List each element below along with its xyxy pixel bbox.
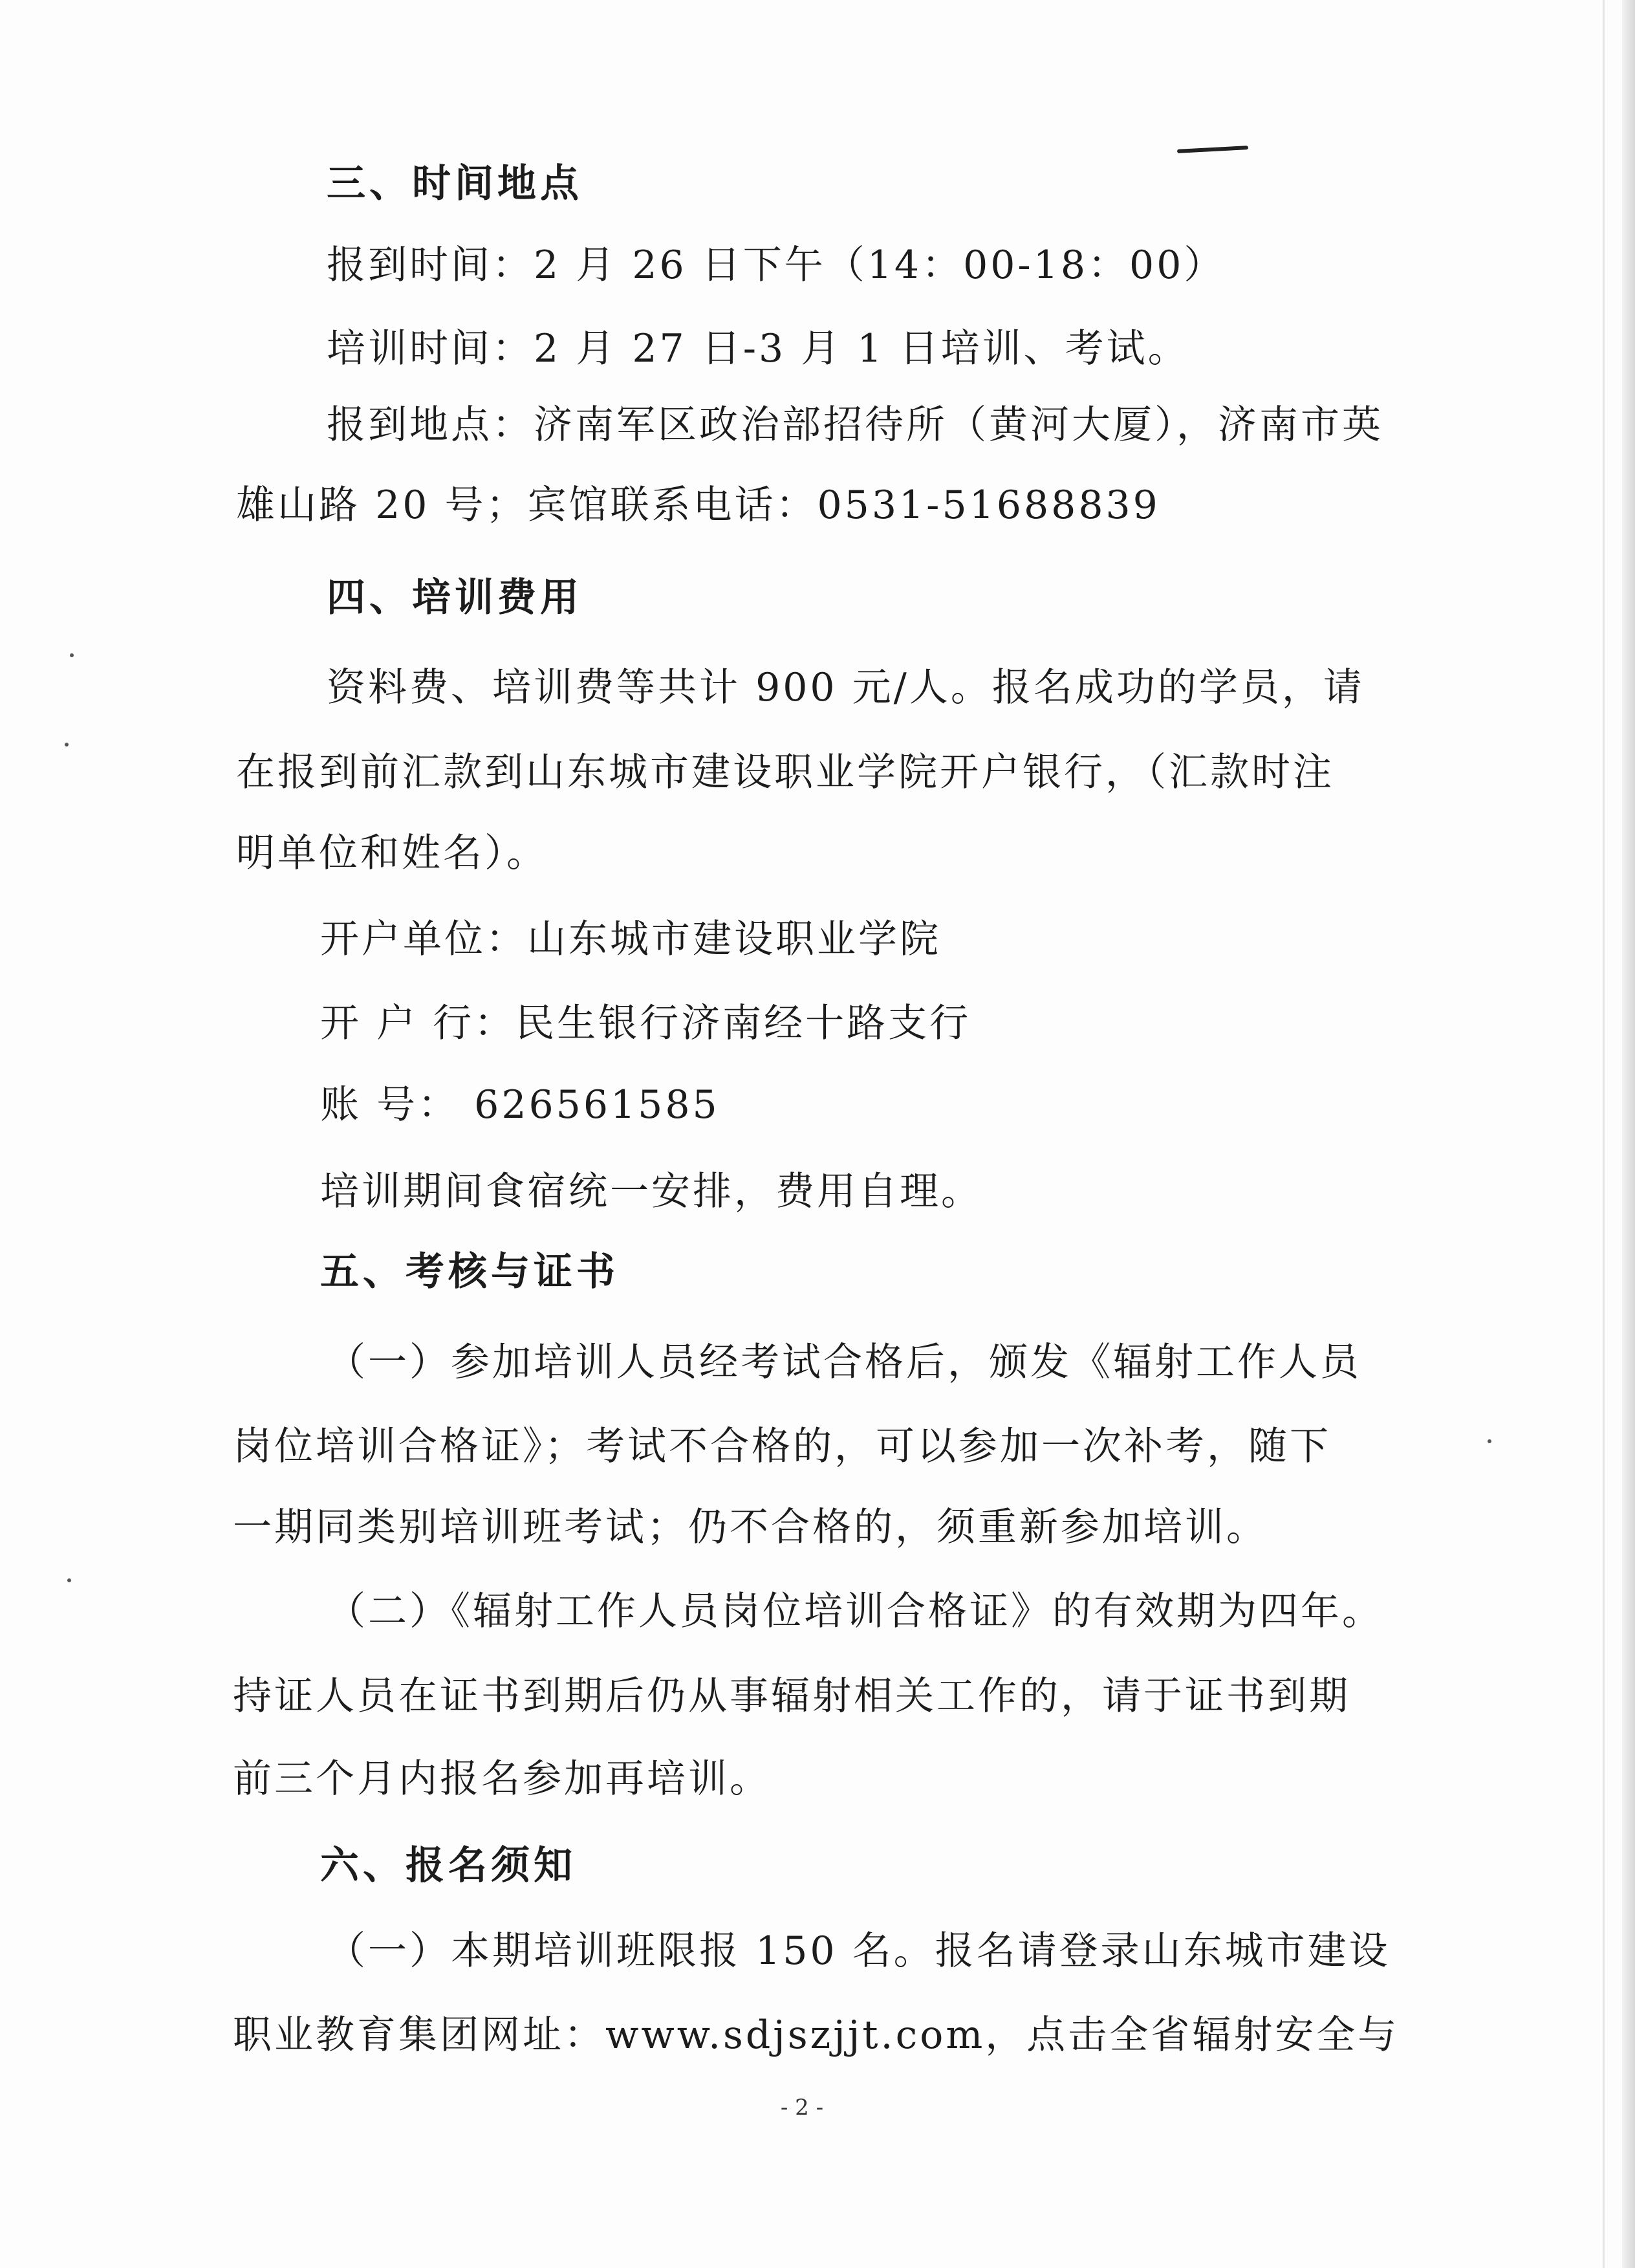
board-lodging-line: 培训期间食宿统一安排，费用自理。 xyxy=(320,1169,982,1214)
scan-speck xyxy=(65,743,69,747)
scan-speck xyxy=(70,653,74,657)
assessment-paragraph-2-line-1: （二）《辐射工作人员岗位培训合格证》的有效期为四年。 xyxy=(327,1589,1383,1634)
section-heading-time-place: 三、时间地点 xyxy=(327,161,583,206)
report-location-line-cont: 雄山路 20 号；宾馆联系电话：0531-51688839 xyxy=(236,483,1160,528)
pen-stroke-mark xyxy=(1177,146,1248,153)
registration-paragraph-line-1: （一）本期培训班限报 150 名。报名请登录山东城市建设 xyxy=(327,1928,1391,1974)
section-heading-registration: 六、报名须知 xyxy=(320,1843,576,1888)
account-number-line: 账 号： 626561585 xyxy=(320,1082,720,1128)
report-time-line: 报到时间：2 月 26 日下午（14：00-18：00） xyxy=(327,243,1226,288)
fees-paragraph-line-1: 资料费、培训费等共计 900 元/人。报名成功的学员，请 xyxy=(327,665,1365,710)
scan-speck xyxy=(1488,1439,1491,1443)
page-number: - 2 - xyxy=(780,2095,824,2121)
section-heading-assessment: 五、考核与证书 xyxy=(320,1249,619,1294)
bank-line: 开 户 行：民生银行济南经十路支行 xyxy=(320,1001,971,1046)
assessment-paragraph-2-line-3: 前三个月内报名参加再培训。 xyxy=(233,1756,771,1802)
scan-edge-line xyxy=(1603,0,1605,2268)
scan-edge-shadow xyxy=(1622,0,1635,2268)
fees-paragraph-line-2: 在报到前汇款到山东城市建设职业学院开户银行，（汇款时注 xyxy=(236,750,1334,795)
assessment-paragraph-1-line-1: （一）参加培训人员经考试合格后，颁发《辐射工作人员 xyxy=(327,1340,1361,1385)
registration-paragraph-line-2: 职业教育集团网址：www.sdjszjjt.com，点击全省辐射安全与 xyxy=(233,2012,1400,2058)
assessment-paragraph-2-line-2: 持证人员在证书到期后仍从事辐射相关工作的，请于证书到期 xyxy=(233,1674,1350,1719)
section-heading-fees: 四、培训费用 xyxy=(327,575,583,620)
fees-paragraph-line-3: 明单位和姓名）。 xyxy=(236,831,548,876)
training-time-line: 培训时间：2 月 27 日-3 月 1 日培训、考试。 xyxy=(327,326,1189,371)
report-location-line: 报到地点：济南军区政治部招待所（黄河大厦），济南市英 xyxy=(327,402,1383,448)
assessment-paragraph-1-line-2: 岗位培训合格证》；考试不合格的，可以参加一次补考，随下 xyxy=(233,1424,1331,1469)
scan-speck xyxy=(67,1578,71,1582)
assessment-paragraph-1-line-3: 一期同类别培训班考试；仍不合格的，须重新参加培训。 xyxy=(233,1505,1268,1550)
account-holder-line: 开户单位：山东城市建设职业学院 xyxy=(320,917,941,962)
